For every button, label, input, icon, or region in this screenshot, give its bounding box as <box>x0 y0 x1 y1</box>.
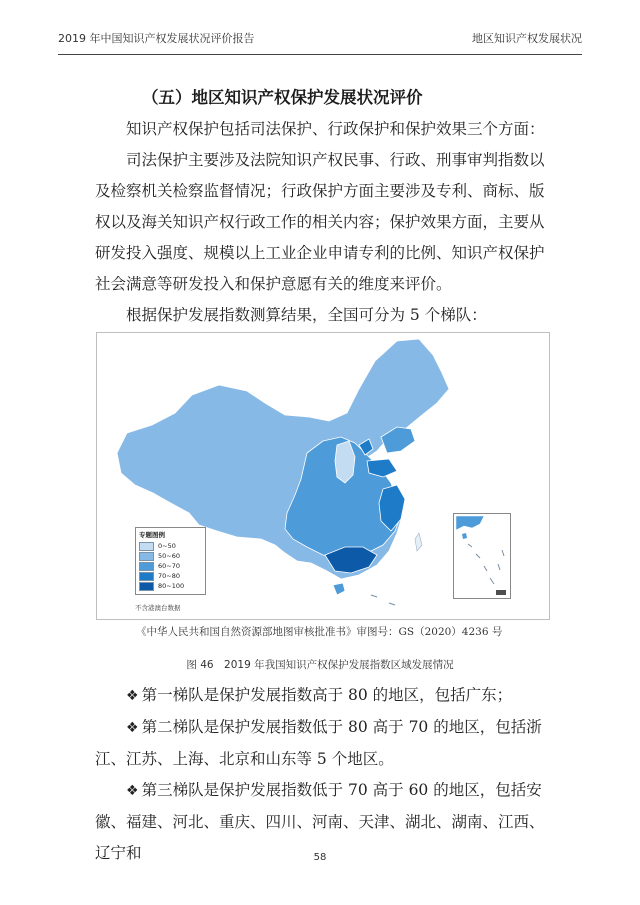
legend-item <box>139 541 202 551</box>
legend-swatch <box>139 542 154 551</box>
diamond-bullet-icon: ❖ <box>126 783 139 799</box>
map-region-hainan <box>333 583 345 595</box>
tier-item-text: 第二梯队是保护发展指数低于 80 高于 70 的地区，包括浙江、江苏、上海、北京和山东等 5 个地区。 <box>95 718 542 768</box>
legend-label: 70~80 <box>158 572 180 580</box>
page-number: 58 <box>313 852 327 863</box>
legend-swatch <box>139 562 154 571</box>
diamond-bullet-icon: ❖ <box>126 720 139 736</box>
diamond-bullet-icon: ❖ <box>126 688 139 704</box>
legend-item <box>139 561 202 571</box>
map-legend <box>135 527 206 595</box>
legend-item <box>139 551 202 561</box>
paragraph-1: 知识产权保护包括司法保护、行政保护和保护效果三个方面： <box>126 120 545 138</box>
tier-item-1 <box>95 680 555 712</box>
south-china-sea-inset <box>453 513 511 599</box>
tier-item-text: 第一梯队是保护发展指数高于 80 的地区，包括广东； <box>141 686 513 704</box>
section-title: （五）地区知识产权保护发展状况评价 <box>142 88 423 107</box>
legend-title: 专题图例 <box>139 531 165 539</box>
legend-label: 50~60 <box>158 552 180 560</box>
intro-paragraph-block <box>95 114 555 331</box>
legend-swatch <box>139 552 154 561</box>
china-choropleth-map <box>96 332 550 620</box>
map-region-taiwan <box>415 533 422 551</box>
map-approval-source: 《中华人民共和国自然资源部地图审核批准书》审图号：GS（2020）4236 号 <box>136 626 503 638</box>
header-report-title: 2019 年中国知识产权发展状况评价报告 <box>58 32 255 45</box>
paragraph-3: 根据保护发展指数测算结果，全国可分为 5 个梯队： <box>126 306 487 324</box>
header-divider <box>58 54 582 55</box>
tier-item-text: 第三梯队是保护发展指数低于 70 高于 60 的地区，包括安徽、福建、河北、重庆、四川、河南、天津、湖北、湖南、江西、辽宁和 <box>95 781 545 862</box>
legend-label: 60~70 <box>158 562 180 570</box>
inset-graphic <box>454 514 510 598</box>
legend-label: 80~100 <box>158 582 185 590</box>
page-header <box>58 26 582 46</box>
map-note: 不含港澳台数据 <box>135 604 181 612</box>
tier-item-2 <box>95 712 555 775</box>
figure-caption: 图 46 2019 年我国知识产权保护发展指数区域发展情况 <box>186 659 454 671</box>
legend-item <box>139 581 202 591</box>
header-chapter-title: 地区知识产权发展状况 <box>472 32 582 45</box>
legend-label: 0~50 <box>158 542 176 550</box>
legend-swatch <box>139 582 154 591</box>
tier-list <box>95 680 555 869</box>
paragraph-2: 司法保护主要涉及法院知识产权民事、行政、刑事审判指数以及检察机关检察监督情况；行政保护方面主要涉及专利、商标、版权以及海关知识产权行政工作的相关内容；保护效果方面，主要从研发投入强度、规模以上工业企业申请专利的比例、知识产权保护社会满意等研发投入和保护意愿有关的维度来评价。 <box>95 151 545 293</box>
legend-swatch <box>139 572 154 581</box>
legend-item <box>139 571 202 581</box>
